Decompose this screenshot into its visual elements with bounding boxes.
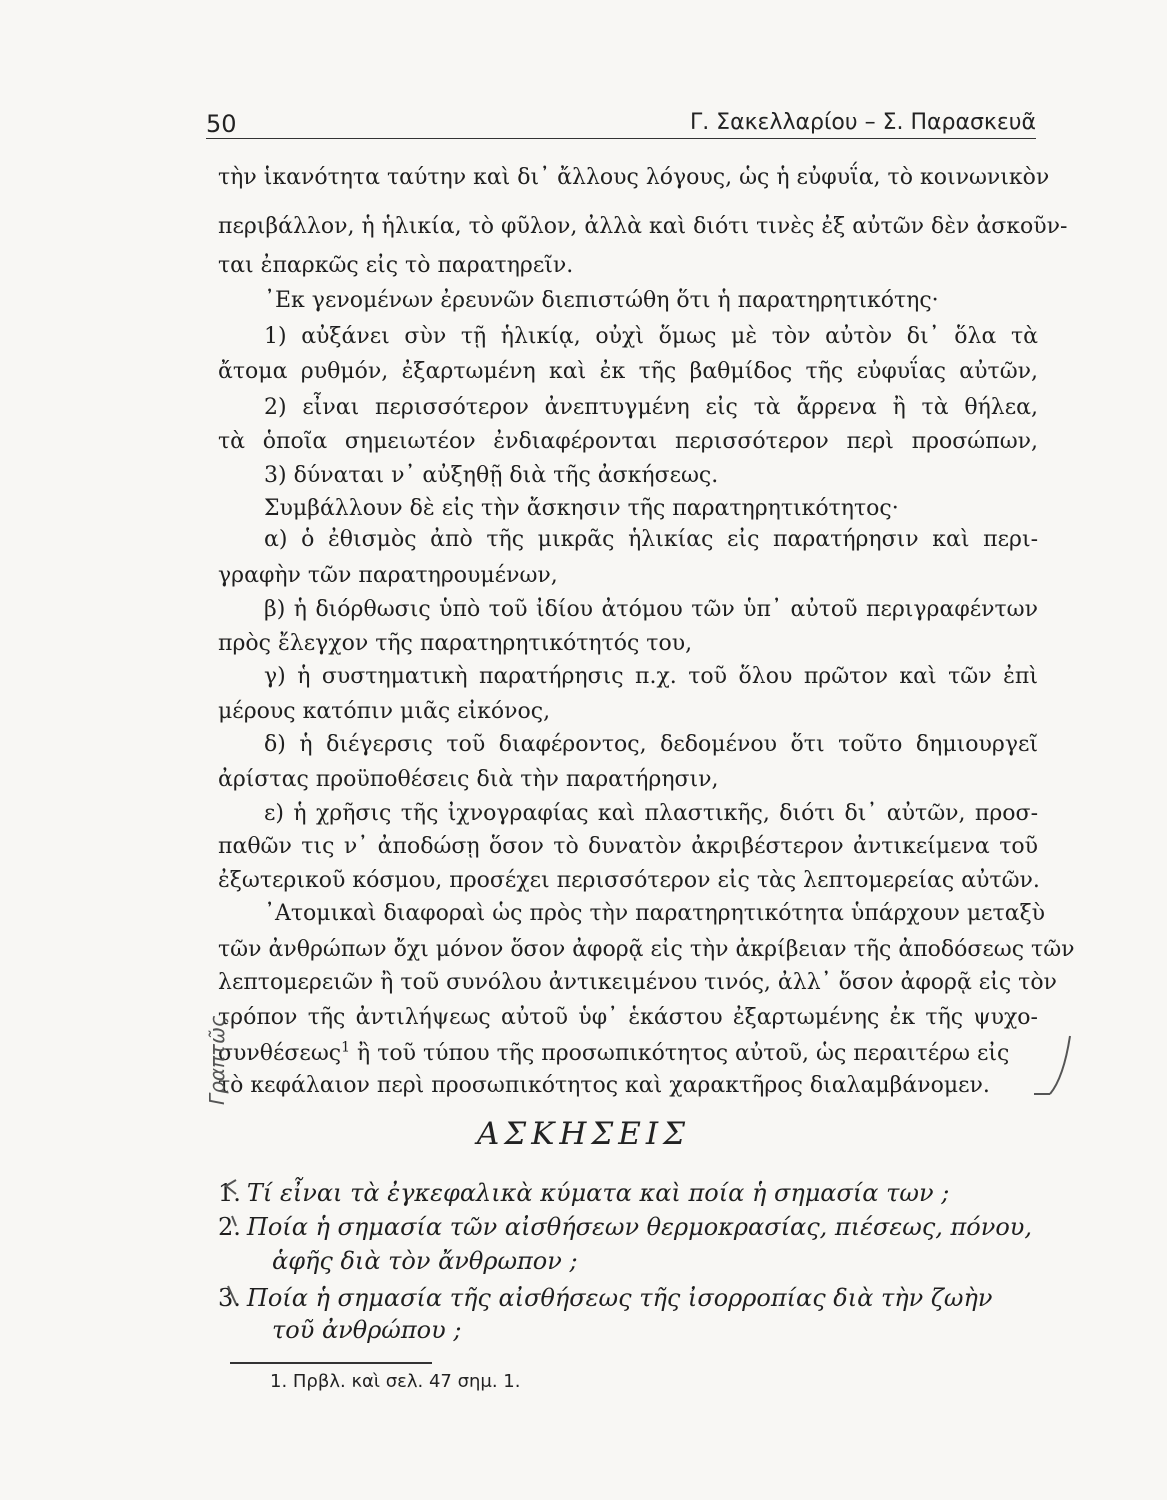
footnote-ref: 1 bbox=[341, 1039, 351, 1056]
text-line: ἐξωτερικοῦ κόσμου, προσέχει περισσότερον εἰς τὰς λεπτομερείας αὐτῶν. bbox=[218, 868, 1040, 893]
exercise-number: 1. bbox=[218, 1179, 241, 1207]
exercise-item bbox=[218, 1178, 1038, 1208]
section-title: ΑΣΚΗΣΕΙΣ bbox=[476, 1116, 691, 1152]
exercise-item bbox=[272, 1315, 1092, 1345]
text-line: ἀρίστας προϋποθέσεις διὰ τὴν παρατήρησιν, bbox=[218, 767, 719, 792]
text-line: ᾽Ατομικαὶ διαφοραὶ ὡς πρὸς τὴν παρατηρητικότητα ὑπάρχουν μεταξὺ bbox=[264, 901, 1046, 926]
footnote: 1. Πρβλ. καὶ σελ. 47 σημ. 1. bbox=[270, 1371, 521, 1392]
text-fragment: ἢ τοῦ τύπου τῆς προσωπικότητος αὐτοῦ, ὡς περαιτέρω εἰς bbox=[357, 1041, 1010, 1066]
handwritten-bracket-mark bbox=[1030, 1032, 1080, 1102]
exercise-text: Τί εἶναι τὰ ἐγκεφαλικὰ κύματα καὶ ποία ἡ σημασία των ; bbox=[246, 1179, 950, 1207]
text-line: τὴν ἱκανότητα ταύτην καὶ δι᾽ ἄλλους λόγους, ὡς ἡ εὐφυΐα, τὸ κοινωνικὸν bbox=[218, 165, 1050, 190]
page-header bbox=[206, 98, 1036, 139]
exercise-item bbox=[272, 1246, 1092, 1276]
text-line-with-footnote-ref bbox=[218, 1039, 1038, 1069]
text-line: λεπτομερειῶν ἢ τοῦ συνόλου ἀντικειμένου τινός, ἀλλ᾽ ὅσον ἀφορᾷ εἰς τὸν bbox=[218, 970, 1057, 995]
exercise-text: Ποία ἡ σημασία τῆς αἰσθήσεως τῆς ἰσορροπίας διὰ τὴν ζωὴν bbox=[246, 1284, 993, 1312]
exercise-number: 3. bbox=[218, 1284, 241, 1312]
text-line: τῶν ἀνθρώπων ὄχι μόνον ὅσον ἀφορᾷ εἰς τὴν ἀκρίβειαν τῆς ἀποδόσεως τῶν bbox=[218, 937, 1075, 962]
exercise-item bbox=[218, 1212, 1038, 1242]
text-line: ᾽Εκ γενομένων ἐρευνῶν διεπιστώθη ὅτι ἡ παρατηρητικότης· bbox=[264, 288, 939, 313]
text-line: 2) εἶναι περισσότερον ἀνεπτυγμένη εἰς τὰ ἄρρενα ἢ τὰ θήλεα, bbox=[264, 395, 1038, 420]
text-line: Συμβάλλουν δὲ εἰς τὴν ἄσκησιν τῆς παρατηρητικότητος· bbox=[264, 496, 899, 521]
text-line: τὸ κεφάλαιον περὶ προσωπικότητος καὶ χαρακτῆρος διαλαμβάνομεν. bbox=[218, 1073, 990, 1098]
text-line: ε) ἡ χρῆσις τῆς ἰχνογραφίας καὶ πλαστικῆς, διότι δι᾽ αὐτῶν, προσ- bbox=[264, 801, 1038, 826]
text-line: 1) αὐξάνει σὺν τῇ ἡλικίᾳ, οὐχὶ ὅμως μὲ τὸν αὐτὸν δι᾽ ὅλα τὰ bbox=[264, 324, 1038, 349]
text-line: ἄτομα ρυθμόν, ἐξαρτωμένη καὶ ἐκ τῆς βαθμίδος τῆς εὐφυΐας αὐτῶν, bbox=[218, 359, 1038, 384]
running-head: Γ. Σακελλαρίου – Σ. Παρασκευᾶ bbox=[689, 110, 1036, 135]
text-line: 3) δύναται ν᾽ αὐξηθῇ διὰ τῆς ἀσκήσεως. bbox=[264, 463, 719, 488]
page-number: 50 bbox=[206, 110, 237, 138]
text-line: περιβάλλον, ἡ ἡλικία, τὸ φῦλον, ἀλλὰ καὶ διότι τινὲς ἐξ αὐτῶν δὲν ἀσκοῦν- bbox=[218, 214, 1068, 239]
text-line: πρὸς ἔλεγχον τῆς παρατηρητικότητός του, bbox=[218, 631, 693, 656]
text-line: τὰ ὁποῖα σημειωτέον ἐνδιαφέρονται περισσότερον περὶ προσώπων, bbox=[218, 429, 1038, 454]
text-line: ται ἐπαρκῶς εἰς τὸ παρατηρεῖν. bbox=[218, 253, 574, 278]
text-line: μέρους κατόπιν μιᾶς εἰκόνος, bbox=[218, 699, 551, 724]
text-line: γ) ἡ συστηματικὴ παρατήρησις π.χ. τοῦ ὅλου πρῶτον καὶ τῶν ἐπὶ bbox=[264, 664, 1038, 689]
text-fragment: συνθέσεως bbox=[218, 1041, 342, 1066]
text-line: α) ὁ ἐθισμὸς ἀπὸ τῆς μικρᾶς ἡλικίας εἰς παρατήρησιν καὶ περι- bbox=[264, 527, 1038, 552]
text-line: παθῶν τις ν᾽ ἀποδώσῃ ὅσον τὸ δυνατὸν ἀκριβέστερον ἀντικείμενα τοῦ bbox=[218, 834, 1038, 859]
footnote-divider bbox=[230, 1362, 432, 1364]
text-line: δ) ἡ διέγερσις τοῦ διαφέροντος, δεδομένου ὅτι τοῦτο δημιουργεῖ bbox=[264, 732, 1038, 757]
text-line: β) ἡ διόρθωσις ὑπὸ τοῦ ἰδίου ἀτόμου τῶν ὑπ᾽ αὐτοῦ περιγραφέντων bbox=[264, 597, 1038, 622]
exercise-item bbox=[218, 1283, 1038, 1313]
exercise-text: τοῦ ἀνθρώπου ; bbox=[272, 1316, 462, 1344]
text-line: τρόπον τῆς ἀντιλήψεως αὐτοῦ ὑφ᾽ ἑκάστου ἐξαρτωμένης ἐκ τῆς ψυχο- bbox=[218, 1005, 1038, 1030]
exercise-text: Ποία ἡ σημασία τῶν αἰσθήσεων θερμοκρασίας, πιέσεως, πόνου, bbox=[246, 1213, 1032, 1241]
handwritten-margin-note: Γραπτῶς bbox=[205, 1015, 229, 1105]
handwritten-check-marks bbox=[222, 1176, 242, 1326]
exercise-text: ἁφῆς διὰ τὸν ἄνθρωπον ; bbox=[272, 1247, 578, 1275]
text-line: γραφὴν τῶν παρατηρουμένων, bbox=[218, 563, 558, 588]
exercise-number: 2. bbox=[218, 1213, 241, 1241]
